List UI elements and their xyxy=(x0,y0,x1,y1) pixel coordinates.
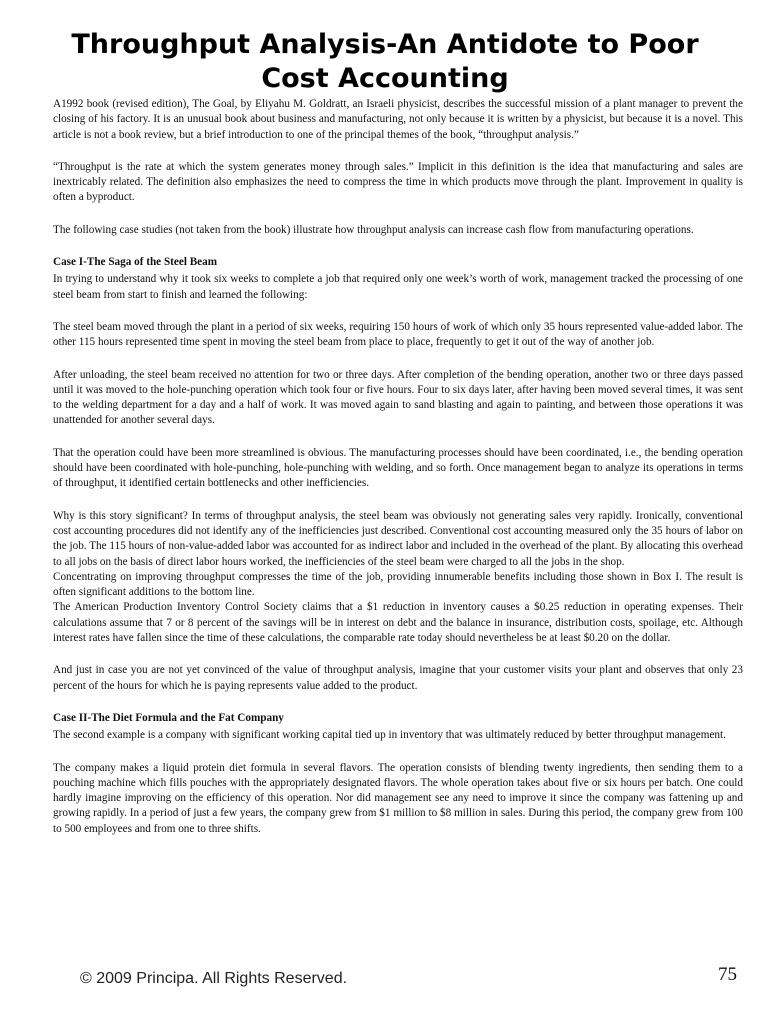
paragraph-steel-beam-timeline: After unloading, the steel beam received no attention for two or three days. After completion of the bending operation, another two or three days passed until it was moved to the hole-punching operation which took four or five hours. Four to six days later, after having been moved several times, it was sent to the welding department for a day and a half of work. It was moved again to sand blasting and again to painting, and between those operations it was unattended for another several days. xyxy=(53,368,743,427)
paragraph-case-studies-intro: The following case studies (not taken from the book) illustrate how throughput analysis can increase cash flow from manufacturing operations. xyxy=(53,223,694,236)
paragraph-significance: Why is this story significant? In terms of throughput analysis, the steel beam was obviously not generating sales very rapidly. Ironically, conventional cost accounting procedures did not identify any of the inefficiencies just described. Conventional cost accounting measured only the 35 hours of labor on the job. The 115 hours of non-value-added labor was accounted for as indirect labor and included in the overhead of the plant. By allocating this overhead to all jobs on the basis of direct labor hours worked, the inefficiencies of the steel beam were charged to all the jobs in the shop. xyxy=(53,509,743,568)
article-body xyxy=(53,97,743,837)
paragraph-diet-formula: The company makes a liquid protein diet formula in several flavors. The operation consists of blending twenty ingredients, then sending them to a pouching machine which fills pouches with the appropriately designated flavors. The whole operation takes about five or six hours per batch. One could hardly imagine improving on the efficiency of this operation. Nor did management see any need to improve it since the company was fattening up and growing rapidly. In a period of just a few years, the company grew from $1 million to $8 million in sales. During this period, the company grew from 100 to 500 employees and from one to three shifts. xyxy=(53,761,743,835)
page-title: Throughput Analysis-An Antidote to Poor Cost Accounting xyxy=(71,29,699,94)
copyright-footer: © 2009 Principa. All Rights Reserved. xyxy=(80,970,348,987)
paragraph-customer-visit: And just in case you are not yet convinced of the value of throughput analysis, imagine that your customer visits your plant and observes that only 23 percent of the hours for which he is paying represents value added to the product. xyxy=(53,664,743,692)
case-1-heading: Case I-The Saga of the Steel Beam xyxy=(53,256,218,269)
paragraph-apics: The American Production Inventory Control Society claims that a $1 reduction in inventory causes a $0.25 reduction in operating expenses. Their calculations assume that 7 or 8 percent of the savings will be in interest on debt and the balance in insurance, distribution costs, spoilage, etc. Although interest rates have fallen since the time of these calculations, the comparable rate today should nevertheless be at least $0.20 on the dollar. xyxy=(53,601,743,645)
paragraph-concentrating: Concentrating on improving throughput compresses the time of the job, providing innumerable benefits including those shown in Box I. The result is often significant additions to the bottom line. xyxy=(53,570,743,599)
paragraph-case-1-intro: In trying to understand why it took six weeks to complete a job that required only one week’s worth of work, management tracked the processing of one steel beam from start to finish and learned the following: xyxy=(53,273,743,301)
paragraph-steel-beam-hours: The steel beam moved through the plant in a period of six weeks, requiring 150 hours of work of which only 35 hours represented value-added labor. The other 115 hours represented time spent in moving the steel beam from place to place, frequently to get it out of the way of another job. xyxy=(53,320,743,349)
paragraph-streamlining: That the operation could have been more streamlined is obvious. The manufacturing processes should have been coordinated, i.e., the bending operation should have been coordinated with hole-punching, hole-punching with welding, and so forth. Once management began to analyze its operations in terms of throughput, it identified certain bottlenecks and other inefficiencies. xyxy=(53,446,743,490)
paragraph-intro: A1992 book (revised edition), The Goal, by Eliyahu M. Goldratt, an Israeli physicist, describes the successful mission of a plant manager to prevent the closing of his factory. It is an unusual book about business and manufacturing, not only because it is written by a physicist, but because it is a novel. This article is not a book review, but a brief introduction to one of the principal themes of the book, “throughput analysis.” xyxy=(53,98,743,141)
page-number: 75 xyxy=(718,964,737,985)
paragraph-case-2-intro: The second example is a company with significant working capital tied up in inventory that was ultimately reduced by better throughput management. xyxy=(53,729,726,742)
case-2-heading: Case II-The Diet Formula and the Fat Company xyxy=(53,711,284,724)
paragraph-throughput-definition: “Throughput is the rate at which the system generates money through sales.” Implicit in this definition is the idea that manufacturing and sales are inextricably related. The definition also emphasizes the need to compress the time in which products move through the plant. Improvement in quality is often a byproduct. xyxy=(53,160,743,204)
